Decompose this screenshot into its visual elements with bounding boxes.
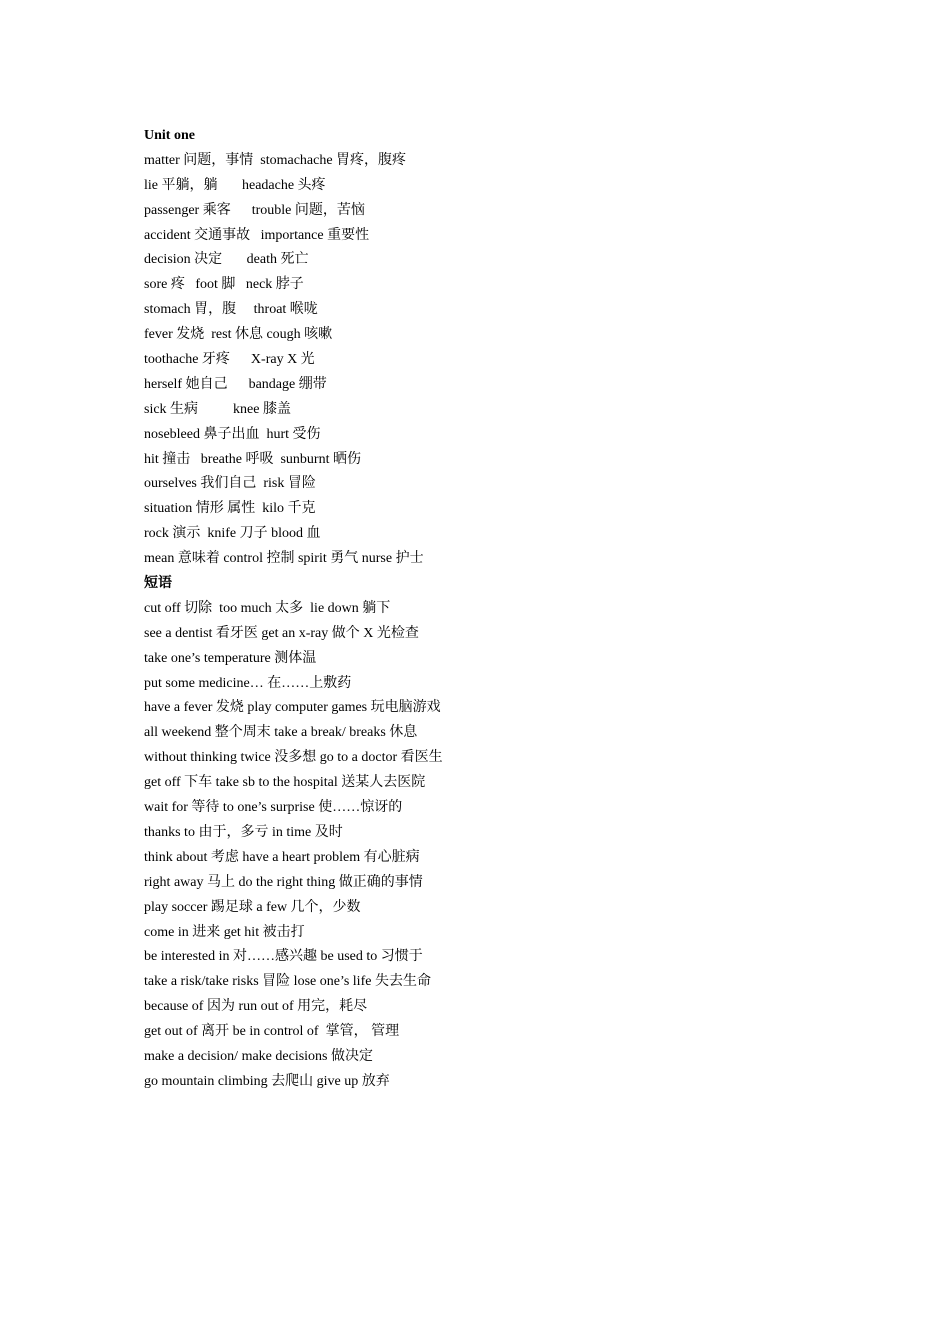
vocabulary-line: stomach 胃，腹 throat 喉咙 [144, 302, 318, 318]
phrases-heading: 短语 [144, 576, 172, 592]
vocabulary-line: accident 交通事故 importance 重要性 [144, 227, 370, 243]
vocabulary-line: passenger 乘客 trouble 问题，苦恼 [144, 202, 365, 218]
vocabulary-line: ourselves 我们自己 risk 冒险 [144, 476, 316, 492]
vocabulary-line: lie 平躺，躺 headache 头疼 [144, 177, 326, 193]
phrase-line: all weekend 整个周末 take a break/ breaks 休息 [144, 725, 418, 741]
phrase-line: make a decision/ make decisions 做决定 [144, 1048, 373, 1064]
vocabulary-line: hit 撞击 breathe 呼吸 sunburnt 晒伤 [144, 451, 361, 467]
phrase-line: think about 考虑 have a heart problem 有心脏病 [144, 849, 420, 865]
phrase-line: take a risk/take risks 冒险 lose one’s life 失去生命 [144, 974, 431, 990]
phrase-line: get out of 离开 be in control of 掌管， 管理 [144, 1024, 400, 1040]
vocabulary-list [144, 149, 844, 572]
vocabulary-line: situation 情形 属性 kilo 千克 [144, 501, 316, 517]
phrase-line: without thinking twice 没多想 go to a doctor 看医生 [144, 750, 443, 766]
document-page [144, 124, 844, 1095]
phrase-line: play soccer 踢足球 a few 几个，少数 [144, 899, 361, 915]
phrase-line: thanks to 由于，多亏 in time 及时 [144, 824, 343, 840]
phrases-list [144, 597, 844, 1095]
phrase-line: put some medicine… 在……上敷药 [144, 675, 352, 691]
vocabulary-line: sore 疼 foot 脚 neck 脖子 [144, 277, 304, 293]
phrase-line: have a fever 发烧 play computer games 玩电脑游戏 [144, 700, 441, 716]
phrase-line: come in 进来 get hit 被击打 [144, 924, 305, 940]
phrase-line: see a dentist 看牙医 get an x-ray 做个 X 光检查 [144, 625, 419, 641]
phrase-line: get off 下车 take sb to the hospital 送某人去医院 [144, 775, 426, 791]
phrase-line: because of 因为 run out of 用完，耗尽 [144, 999, 368, 1015]
vocabulary-line: decision 决定 death 死亡 [144, 252, 309, 268]
vocabulary-line: herself 她自己 bandage 绷带 [144, 376, 327, 392]
phrase-line: wait for 等待 to one’s surprise 使……惊讶的 [144, 800, 403, 816]
phrase-line: be interested in 对……感兴趣 be used to 习惯于 [144, 949, 423, 965]
phrase-line: cut off 切除 too much 太多 lie down 躺下 [144, 600, 391, 616]
phrase-line: right away 马上 do the right thing 做正确的事情 [144, 874, 423, 890]
vocabulary-line: sick 生病 knee 膝盖 [144, 401, 291, 417]
vocabulary-line: matter 问题，事情 stomachache 胃疼，腹疼 [144, 152, 407, 168]
vocabulary-line: rock 演示 knife 刀子 blood 血 [144, 526, 321, 542]
vocabulary-line: nosebleed 鼻子出血 hurt 受伤 [144, 426, 321, 442]
phrase-line: take one’s temperature 测体温 [144, 650, 317, 666]
vocabulary-line: mean 意味着 control 控制 spirit 勇气 nurse 护士 [144, 551, 424, 567]
vocabulary-line: toothache 牙疼 X-ray X 光 [144, 352, 315, 368]
phrase-line: go mountain climbing 去爬山 give up 放弃 [144, 1073, 390, 1089]
vocabulary-line: fever 发烧 rest 休息 cough 咳嗽 [144, 327, 333, 343]
unit-title: Unit one [144, 128, 195, 143]
